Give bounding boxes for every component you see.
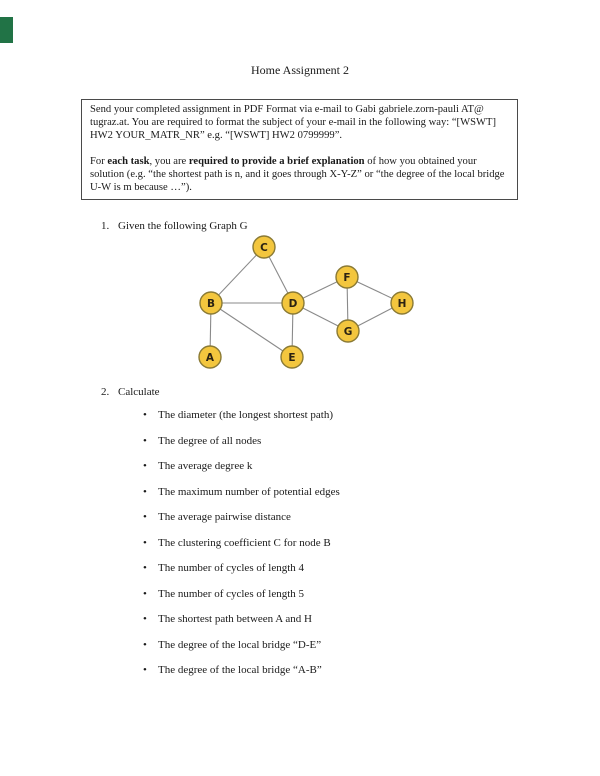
corner-mark (0, 17, 13, 43)
bullet-icon: • (143, 638, 147, 651)
bullet-item (143, 589, 543, 600)
bullet-icon: • (143, 664, 147, 676)
notice-text: of how you obtained your solution (e.g. “the shortest path is n, and it goes through X-Y-Z” or “the degree of the local bridge U-W is m because …”). (90, 156, 505, 194)
bullet-item (143, 640, 543, 651)
page-title: Home Assignment 2 (251, 63, 349, 77)
bullet-text: The average degree k (158, 460, 253, 472)
graph-node-label-e: E (288, 351, 296, 364)
graph-node-label-f: F (343, 271, 351, 284)
bullet-icon: • (143, 587, 147, 600)
notice-text: For (90, 156, 108, 168)
bullet-text: The degree of all nodes (158, 434, 262, 447)
bullet-item (143, 436, 543, 447)
bullet-icon: • (143, 562, 147, 574)
bullet-icon: • (143, 409, 147, 421)
calculate-bullet-list (143, 410, 543, 691)
bullet-item (143, 512, 543, 523)
bullet-text: The number of cycles of length 5 (158, 587, 305, 600)
task-1-number: 1. (101, 220, 110, 232)
bullet-item (143, 461, 543, 472)
bullet-icon: • (143, 613, 147, 625)
bullet-text: The maximum number of potential edges (158, 485, 340, 498)
task-2-label: Calculate (118, 386, 160, 398)
graph-figure (185, 230, 430, 380)
graph-svg (185, 230, 430, 380)
instructions-paragraph-2 (90, 155, 509, 194)
graph-node-label-g: G (343, 325, 353, 338)
submission-instructions-box (81, 99, 518, 200)
graph-node-label-b: B (206, 297, 216, 310)
notice-bold-text: required to provide a brief explanation (188, 156, 365, 168)
bullet-text: The number of cycles of length 4 (158, 562, 305, 574)
bullet-text: The degree of the local bridge “D-E” (158, 638, 322, 651)
bullet-item (143, 563, 543, 574)
bullet-text: The average pairwise distance (158, 511, 291, 523)
bullet-item (143, 410, 543, 421)
bullet-icon: • (143, 485, 147, 498)
graph-node-label-a: A (205, 351, 215, 364)
task-2-number: 2. (101, 386, 110, 398)
graph-node-label-h: H (397, 297, 407, 310)
graph-node-label-d: D (288, 297, 298, 310)
graph-edge-b-e (211, 303, 292, 357)
bullet-icon: • (143, 460, 147, 472)
bullet-icon: • (143, 434, 147, 447)
bullet-item (143, 487, 543, 498)
bullet-item (143, 665, 543, 676)
notice-text: , you are (149, 156, 189, 168)
bullet-icon: • (143, 511, 147, 523)
bullet-text: The diameter (the longest shortest path) (158, 409, 334, 421)
bullet-text: The shortest path between A and H (158, 613, 312, 625)
bullet-text: The clustering coefficient C for node B (158, 536, 331, 549)
task-1-label: Given the following Graph G (118, 220, 248, 232)
notice-bold-text: each task (107, 156, 150, 168)
bullet-item (143, 538, 543, 549)
bullet-icon: • (143, 536, 147, 549)
task-2-line (101, 386, 160, 398)
bullet-text: The degree of the local bridge “A-B” (158, 664, 322, 676)
graph-node-label-c: C (260, 241, 268, 254)
instructions-paragraph-1: Send your completed assignment in PDF Format via e-mail to Gabi gabriele.zorn-pauli AT@ tugraz.at. You are required to format the subject of your e-mail in the following way: “[WSWT] HW2 YOUR_MATR_NR” e.g. “[WSWT] HW2 0799999”. (90, 104, 496, 142)
bullet-item (143, 614, 543, 625)
